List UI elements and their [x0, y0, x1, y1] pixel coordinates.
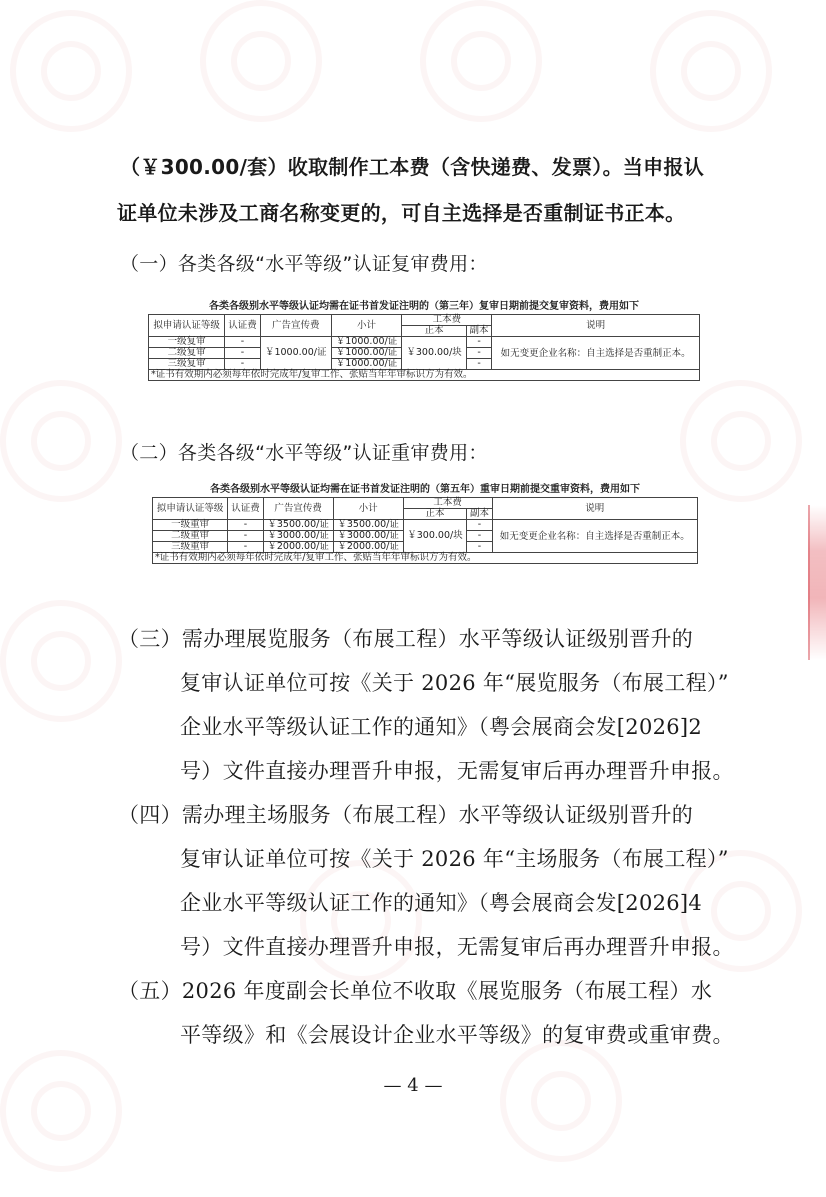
cell-level: 二级复审 [149, 348, 225, 359]
item5-line-2: 平等级》和《会展设计企业水平等级》的复审费或重审费。 [180, 1023, 734, 1047]
table-row [149, 337, 700, 348]
intro-line-2: 证单位未涉及工商名称变更的，可自主选择是否重制证书正本。 [117, 201, 686, 225]
cell-copy: - [466, 337, 492, 348]
cell-subtotal: ￥2000.00/证 [333, 542, 403, 553]
header-cert-fee: 认证费 [228, 498, 263, 520]
cell-cert-fee: - [225, 337, 261, 348]
header-ad-fee: 广告宣传费 [263, 498, 333, 520]
table-header-row [153, 498, 698, 509]
header-original: 正本 [403, 509, 467, 520]
page-number: — 4 — [383, 1075, 443, 1096]
cell-note-merged: 如无变更企业名称：自主选择是否重制正本。 [492, 337, 700, 370]
cell-cert-fee: - [228, 531, 263, 542]
cell-original-merged: ￥300.00/块 [403, 520, 467, 553]
header-subtotal: 小计 [331, 315, 402, 337]
cell-copy: - [467, 542, 492, 553]
item4-line-4: 号）文件直接办理晋升申报，无需复审后再办理晋升申报。 [180, 935, 734, 959]
cell-subtotal: ￥1000.00/证 [331, 337, 402, 348]
cell-cert-fee: - [225, 348, 261, 359]
cell-original-merged: ￥300.00/块 [402, 337, 466, 370]
cell-ad-fee: ￥3000.00/证 [263, 531, 333, 542]
cell-copy: - [467, 520, 492, 531]
section-heading-re-review: （二）各类各级“水平等级”认证重审费用： [120, 442, 488, 464]
cell-copy: - [466, 359, 492, 370]
cell-level: 一级复审 [149, 337, 225, 348]
watermark-logo [625, 0, 797, 157]
cell-cert-fee: - [225, 359, 261, 370]
watermark-logo [0, 355, 147, 527]
header-original: 正本 [402, 326, 466, 337]
cell-subtotal: ￥3500.00/证 [333, 520, 403, 531]
header-cert-fee: 认证费 [225, 315, 261, 337]
cell-copy: - [467, 531, 492, 542]
table-header-row [149, 315, 700, 326]
cell-subtotal: ￥3000.00/证 [333, 531, 403, 542]
cell-level: 一级重审 [153, 520, 228, 531]
cell-note-merged: 如无变更企业名称：自主选择是否重制正本。 [492, 520, 697, 553]
table-title: 各类各级别水平等级认证均需在证书首发证注明的（第三年）复审日期前提交复审资料，费用如下 [209, 301, 639, 312]
header-cost-fee: 工本费 [403, 498, 492, 509]
item4-line-1: （四）需办理主场服务（布展工程）水平等级认证级别晋升的 [118, 803, 694, 827]
item4-line-3: 企业水平等级认证工作的通知》（粤会展商会发[2026]4 [180, 891, 703, 915]
item3-line-3: 企业水平等级认证工作的通知》（粤会展商会发[2026]2 [180, 715, 703, 739]
watermark-logo [175, 0, 347, 147]
header-note: 说明 [492, 315, 700, 337]
watermark-logo [395, 0, 567, 147]
intro-line-1: （￥300.00/套）收取制作工本费（含快递费、发票）。当申报认 [120, 155, 705, 179]
table-footnote-row [149, 370, 700, 381]
cell-cert-fee: - [228, 520, 263, 531]
cell-copy: - [466, 348, 492, 359]
section-heading-review: （一）各类各级“水平等级”认证复审费用： [120, 253, 488, 275]
cell-ad-fee: ￥2000.00/证 [263, 542, 333, 553]
watermark-logo [0, 575, 147, 747]
header-copy: 副本 [467, 509, 492, 520]
review-fee-table [148, 297, 700, 381]
cell-level: 二级重审 [153, 531, 228, 542]
header-level: 拟申请认证等级 [149, 315, 225, 337]
cell-cert-fee: - [228, 542, 263, 553]
table-row [153, 520, 698, 531]
re-review-fee-table [152, 480, 698, 564]
table-footnote: *证书有效期内必须每年依时完成年/复审工作、张贴当年年审标识方为有效。 [149, 370, 700, 381]
item5-line-1: （五）2026 年度副会长单位不收取《展览服务（布展工程）水 [118, 979, 713, 1003]
item3-line-2: 复审认证单位可按《关于 2026 年“展览服务（布展工程）” [180, 671, 729, 695]
table-footnote: *证书有效期内必须每年依时完成年/复审工作、张贴当年年审标识方为有效。 [153, 553, 698, 564]
header-level: 拟申请认证等级 [153, 498, 228, 520]
header-copy: 副本 [466, 326, 492, 337]
cell-level: 三级重审 [153, 542, 228, 553]
item3-line-4: 号）文件直接办理晋升申报，无需复审后再办理晋升申报。 [180, 759, 734, 783]
item4-line-2: 复审认证单位可按《关于 2026 年“主场服务（布展工程）” [180, 847, 729, 871]
table-title: 各类各级别水平等级认证均需在证书首发证注明的（第五年）重审日期前提交重审资料，费用如下 [210, 484, 640, 495]
header-ad-fee: 广告宣传费 [260, 315, 331, 337]
watermark-logo [0, 1025, 147, 1197]
cell-subtotal: ￥1000.00/证 [331, 359, 402, 370]
watermark-logo [0, 0, 157, 157]
table-footnote-row [153, 553, 698, 564]
cell-subtotal: ￥1000.00/证 [331, 348, 402, 359]
item3-line-1: （三）需办理展览服务（布展工程）水平等级认证级别晋升的 [118, 627, 694, 651]
red-seal-edge [808, 505, 826, 660]
header-note: 说明 [492, 498, 697, 520]
cell-level: 三级复审 [149, 359, 225, 370]
header-cost-fee: 工本费 [402, 315, 492, 326]
cell-ad-fee-merged: ￥1000.00/证 [260, 337, 331, 370]
cell-ad-fee: ￥3500.00/证 [263, 520, 333, 531]
header-subtotal: 小计 [333, 498, 403, 520]
